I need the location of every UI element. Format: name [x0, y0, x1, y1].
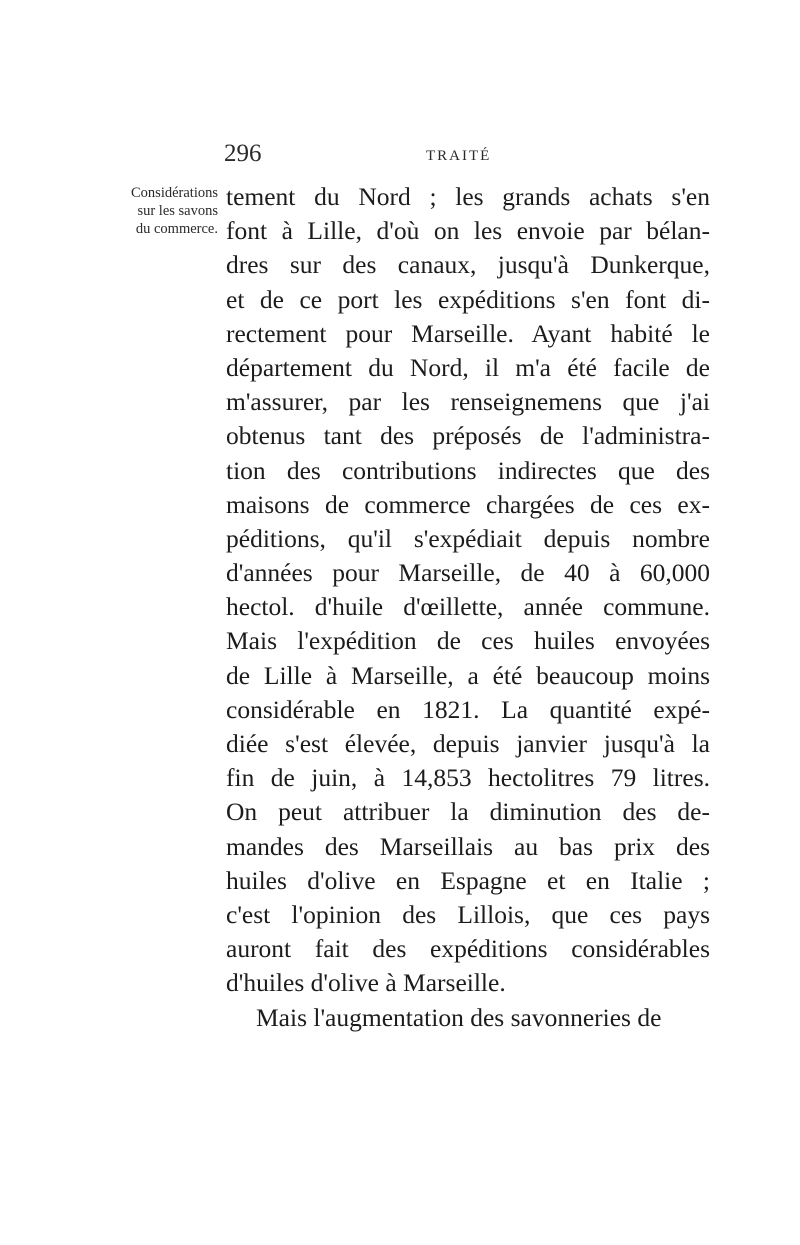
margin-note-line: Considérations — [131, 185, 218, 201]
text-line: tement du Nord ; les grands achats s'en — [226, 182, 710, 211]
text-line: Mais l'augmentation des savonneries de — [256, 1002, 662, 1032]
text-line: rectement pour Marseille. Ayant habité le — [226, 318, 710, 348]
text-line: font à Lille, d'où on les envoie par bélan- — [226, 216, 710, 246]
text-line: diée s'est élevée, depuis janvier jusqu'à la — [226, 729, 710, 758]
page-number: 296 — [224, 140, 262, 167]
text-line: département du Nord, il m'a été facile de — [226, 352, 710, 382]
text-line: huiles d'olive en Espagne et en Italie ; — [226, 865, 710, 895]
text-line: de Lille à Marseille, a été beaucoup moins — [226, 660, 710, 690]
text-line: fin de juin, à 14,853 hectolitres 79 litres. — [226, 763, 710, 793]
text-line: considérable en 1821. La quantité expé- — [226, 694, 710, 724]
text-line: On peut attribuer la diminution des de- — [226, 797, 710, 827]
text-line: maisons de commerce chargées de ces ex- — [226, 489, 710, 519]
text-line: et de ce port les expéditions s'en font di- — [226, 284, 710, 314]
text-line: d'années pour Marseille, de 40 à 60,000 — [226, 558, 710, 588]
text-line: tion des contributions indirectes que des — [226, 455, 710, 485]
text-line: péditions, qu'il s'expédiait depuis nombre — [226, 523, 710, 553]
text-line: hectol. d'huile d'œillette, année commune. — [226, 592, 710, 622]
running-head: TRAITÉ — [426, 148, 492, 164]
text-line: mandes des Marseillais au bas prix des — [226, 831, 710, 861]
text-line: d'huiles d'olive à Marseille. — [226, 968, 506, 998]
text-line: auront fait des expéditions considérables — [226, 934, 710, 964]
body-text — [226, 180, 710, 1035]
text-line: obtenus tant des préposés de l'administra- — [226, 421, 710, 451]
margin-note-line: sur les savons — [137, 203, 218, 219]
text-line: Mais l'expédition de ces huiles envoyées — [226, 626, 710, 656]
text-line: dres sur des canaux, jusqu'à Dunkerque, — [226, 250, 710, 280]
page-header — [224, 140, 704, 180]
text-line: m'assurer, par les renseignemens que j'ai — [226, 387, 710, 417]
margin-note-line: du commerce. — [135, 221, 218, 237]
text-line: c'est l'opinion des Lillois, que ces pays — [226, 899, 710, 929]
margin-note — [112, 184, 218, 238]
